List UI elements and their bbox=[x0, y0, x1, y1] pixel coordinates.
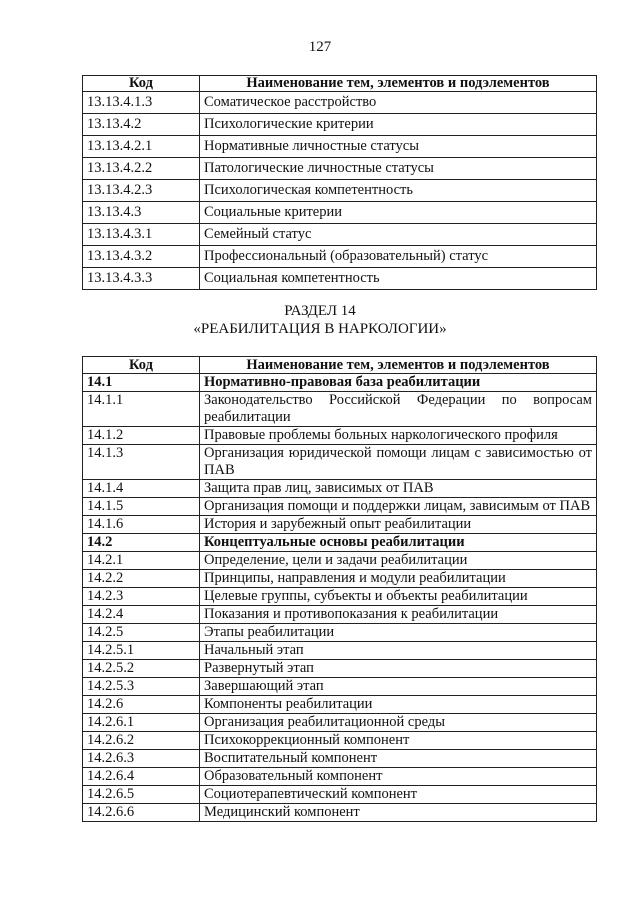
topic-code: 14.2.6.1 bbox=[83, 714, 200, 732]
topic-code: 14.2.6.2 bbox=[83, 732, 200, 750]
topic-code: 14.1 bbox=[83, 374, 200, 392]
topic-code: 13.13.4.3.3 bbox=[83, 268, 200, 290]
topic-name: Семейный статус bbox=[200, 224, 597, 246]
table-row bbox=[83, 158, 597, 180]
table-row bbox=[83, 750, 597, 768]
topic-name: Нормативные личностные статусы bbox=[200, 136, 597, 158]
table-row bbox=[83, 552, 597, 570]
topic-code: 14.2.5.3 bbox=[83, 678, 200, 696]
topic-code: 14.1.6 bbox=[83, 516, 200, 534]
topic-name: Патологические личностные статусы bbox=[200, 158, 597, 180]
topic-code: 14.1.1 bbox=[83, 392, 200, 427]
code-column-header: Код bbox=[83, 357, 200, 374]
table-row bbox=[83, 588, 597, 606]
table-row bbox=[83, 268, 597, 290]
topic-name: Организация помощи и поддержки лицам, зависимым от ПАВ bbox=[200, 498, 597, 516]
table-row bbox=[83, 392, 597, 427]
topic-name: Воспитательный компонент bbox=[200, 750, 597, 768]
topic-name: Психологическая компетентность bbox=[200, 180, 597, 202]
topic-name: Социотерапевтический компонент bbox=[200, 786, 597, 804]
topic-name: Психокоррекционный компонент bbox=[200, 732, 597, 750]
topic-code: 14.2.6.3 bbox=[83, 750, 200, 768]
table-body bbox=[83, 92, 597, 290]
table-row bbox=[83, 768, 597, 786]
topic-code: 14.1.3 bbox=[83, 445, 200, 480]
topic-name: Медицинский компонент bbox=[200, 804, 597, 822]
topic-code: 13.13.4.1.3 bbox=[83, 92, 200, 114]
topic-name: Организация юридической помощи лицам с зависимостью от ПАВ bbox=[200, 445, 597, 480]
topic-name: Целевые группы, субъекты и объекты реабилитации bbox=[200, 588, 597, 606]
name-column-header: Наименование тем, элементов и подэлементов bbox=[200, 357, 597, 374]
topic-code: 14.2.5 bbox=[83, 624, 200, 642]
code-column-header: Код bbox=[83, 76, 200, 92]
table-row bbox=[83, 92, 597, 114]
topic-name: Компоненты реабилитации bbox=[200, 696, 597, 714]
table-row bbox=[83, 624, 597, 642]
topic-name: Завершающий этап bbox=[200, 678, 597, 696]
topic-code: 13.13.4.2.3 bbox=[83, 180, 200, 202]
table-group-row bbox=[83, 374, 597, 392]
table-row bbox=[83, 202, 597, 224]
topic-code: 14.2.1 bbox=[83, 552, 200, 570]
topic-name: Законодательство Российской Федерации по вопросам реабилитации bbox=[200, 392, 597, 427]
topic-name: Образовательный компонент bbox=[200, 768, 597, 786]
table-body bbox=[83, 374, 597, 822]
topic-name: Профессиональный (образовательный) статус bbox=[200, 246, 597, 268]
table-row bbox=[83, 114, 597, 136]
name-column-header: Наименование тем, элементов и подэлементов bbox=[200, 76, 597, 92]
topic-code: 14.2 bbox=[83, 534, 200, 552]
topic-name: Организация реабилитационной среды bbox=[200, 714, 597, 732]
table-row bbox=[83, 714, 597, 732]
topic-name: Начальный этап bbox=[200, 642, 597, 660]
topic-name: Социальные критерии bbox=[200, 202, 597, 224]
table-row bbox=[83, 516, 597, 534]
section-number: РАЗДЕЛ 14 bbox=[284, 303, 356, 319]
topic-name: Принципы, направления и модули реабилитации bbox=[200, 570, 597, 588]
table-row bbox=[83, 224, 597, 246]
topic-name: Психологические критерии bbox=[200, 114, 597, 136]
topic-code: 14.2.5.1 bbox=[83, 642, 200, 660]
table-row bbox=[83, 136, 597, 158]
table-row bbox=[83, 570, 597, 588]
table-row bbox=[83, 678, 597, 696]
topic-code: 13.13.4.2.1 bbox=[83, 136, 200, 158]
table-group-row bbox=[83, 534, 597, 552]
topic-name: Защита прав лиц, зависимых от ПАВ bbox=[200, 480, 597, 498]
section-title: «РЕАБИЛИТАЦИЯ В НАРКОЛОГИИ» bbox=[193, 321, 447, 337]
topic-name: Развернутый этап bbox=[200, 660, 597, 678]
topic-code: 13.13.4.2 bbox=[83, 114, 200, 136]
topic-code: 14.2.6.4 bbox=[83, 768, 200, 786]
table-header-row bbox=[83, 357, 597, 374]
table-header-row bbox=[83, 76, 597, 92]
table-row bbox=[83, 480, 597, 498]
table-row bbox=[83, 786, 597, 804]
page-number: 127 bbox=[308, 39, 332, 55]
table-row bbox=[83, 246, 597, 268]
topics-table-section-13 bbox=[82, 75, 597, 290]
table-row bbox=[83, 696, 597, 714]
table-row bbox=[83, 180, 597, 202]
topic-code: 14.2.3 bbox=[83, 588, 200, 606]
table-row bbox=[83, 445, 597, 480]
topic-code: 13.13.4.2.2 bbox=[83, 158, 200, 180]
topics-table-section-14 bbox=[82, 356, 597, 822]
topic-name: Правовые проблемы больных наркологического профиля bbox=[200, 427, 597, 445]
topic-code: 14.2.2 bbox=[83, 570, 200, 588]
table-row bbox=[83, 606, 597, 624]
topic-name: Социальная компетентность bbox=[200, 268, 597, 290]
table-row bbox=[83, 804, 597, 822]
table-row bbox=[83, 732, 597, 750]
topic-name: Концептуальные основы реабилитации bbox=[200, 534, 597, 552]
topic-code: 14.2.5.2 bbox=[83, 660, 200, 678]
topic-code: 14.1.4 bbox=[83, 480, 200, 498]
topic-code: 13.13.4.3 bbox=[83, 202, 200, 224]
topic-name: Нормативно-правовая база реабилитации bbox=[200, 374, 597, 392]
topic-code: 14.2.6.5 bbox=[83, 786, 200, 804]
section-heading bbox=[0, 302, 640, 338]
topic-name: Определение, цели и задачи реабилитации bbox=[200, 552, 597, 570]
topic-code: 14.1.2 bbox=[83, 427, 200, 445]
topic-code: 14.2.6.6 bbox=[83, 804, 200, 822]
table-row bbox=[83, 660, 597, 678]
topic-code: 13.13.4.3.1 bbox=[83, 224, 200, 246]
topic-code: 14.2.4 bbox=[83, 606, 200, 624]
table-row bbox=[83, 427, 597, 445]
topic-code: 14.1.5 bbox=[83, 498, 200, 516]
table-row bbox=[83, 642, 597, 660]
table-row bbox=[83, 498, 597, 516]
topic-name: Соматическое расстройство bbox=[200, 92, 597, 114]
topic-code: 13.13.4.3.2 bbox=[83, 246, 200, 268]
topic-code: 14.2.6 bbox=[83, 696, 200, 714]
topic-name: Показания и противопоказания к реабилитации bbox=[200, 606, 597, 624]
topic-name: Этапы реабилитации bbox=[200, 624, 597, 642]
topic-name: История и зарубежный опыт реабилитации bbox=[200, 516, 597, 534]
